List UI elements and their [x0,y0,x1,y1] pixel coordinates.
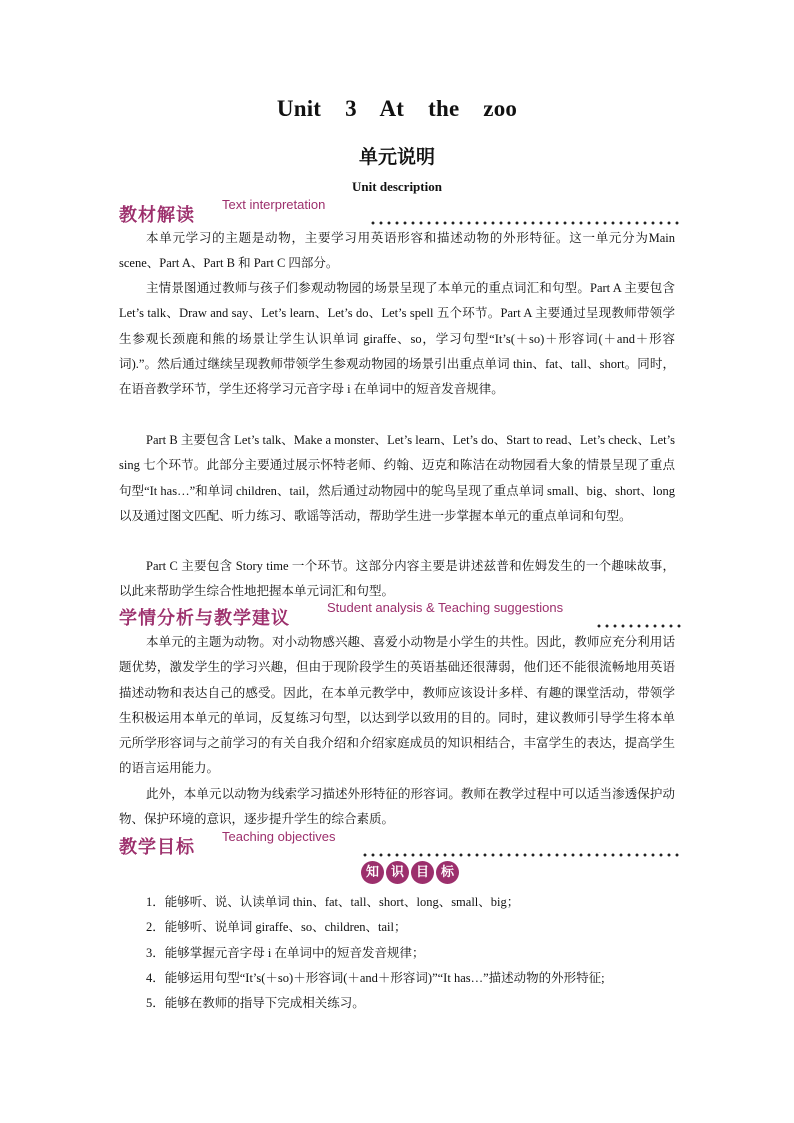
paragraph: 此外，本单元以动物为线索学习描述外形特征的形容词。教师在教学过程中可以适当渗透保护动物、保护环境的意识，逐步提升学生的综合素质。 [119,787,675,827]
paragraph: 本单元的主题为动物。对小动物感兴趣、喜爱小动物是小学生的共性。因此，教师应充分利用话题优势，激发学生的学习兴趣，但由于现阶段学生的英语基础还很薄弱，他们还不能很流畅地用英语描述动物和表达自己的感受。因此，在本单元教学中，教师应该设计多样、有趣的课堂活动，带领学生积极运用本单元的单词，反复练习句型，以达到学以致用的目的。同时，建议教师引导学生将本单元所学形容词与之前学习的有关自我介绍和介绍家庭成员的知识相结合，丰富学生的表达，提高学生的语言运用能力。 [119,635,675,776]
section-title-en: Student analysis & Teaching suggestions [327,600,564,615]
section-title-en: Teaching objectives [222,829,336,844]
badge-char: 识 [386,861,409,884]
page-title: Unit 3 At the zoo [276,96,518,121]
badge-char: 目 [411,861,434,884]
paragraph: Part C 主要包含 Story time 一个环节。这部分内容主要是讲述兹普和佐姆发生的一个趣味故事，以此来帮助学生综合性地把握本单元词汇和句型。 [119,559,675,599]
section-title-cn: 教材解读 [119,205,195,226]
section-title-cn: 教学目标 [119,837,195,858]
list-item: 2．能够听、说单词 giraffe、so、children、tail； [146,920,407,935]
dotted-divider [361,853,683,857]
section-header-text-interpretation [119,197,683,227]
paragraph: 主情景图通过教师与孩子们参观动物园的场景呈现了本单元的重点词汇和句型。Part A 主要包含 Let’s talk、Draw and say、Let’s learn、Let’s do、Let’s spell 五个环节。Part A 主要通过呈现教师带领学生参观长颈鹿和熊的场景让学生认识单词 giraffe、so，学习句型“It’s(＋so)＋形容词(＋and＋形容词).”。然后通过继续呈现教师带领学生参观动物园的场景引出重点单词 thin、fat、tall、short。同时，在语音教学环节，学生还将学习元音字母 i 在单词中的短音发音规律。 [119,281,675,397]
badge-char: 知 [361,861,384,884]
dotted-divider [595,624,683,628]
paragraph: Part B 主要包含 Let’s talk、Make a monster、Let’s learn、Let’s do、Start to read、Let’s check、Let’s sing 七个环节。此部分主要通过展示怀特老师、约翰、迈克和陈洁在动物园看大象的情景呈现了重点句型“It has…”和单词 children、tail，然后通过动物园中的鸵鸟呈现了重点单词 small、big、short、long 以及通过图文匹配、听力练习、歌谣等活动，帮助学生进一步掌握本单元的重点单词和句型。 [119,433,675,523]
dotted-divider [369,221,683,225]
section-title-cn: 学情分析与教学建议 [119,608,290,629]
objectives-list [146,890,686,1016]
list-item: 5．能够在教师的指导下完成相关练习。 [146,996,365,1011]
list-item: 3．能够掌握元音字母 i 在单词中的短音发音规律； [146,945,425,960]
list-item: 1．能够听、说、认读单词 thin、fat、tall、short、long、small、big； [146,895,520,909]
badge-char: 标 [436,861,459,884]
section-title-en: Text interpretation [222,197,326,212]
list-item: 4．能够运用句型“It’s(＋so)＋形容词(＋and＋形容词)”“It has…”描述动物的外形特征; [146,970,605,985]
unit-description-cn: 单元说明 [358,146,435,168]
section-header-teaching-objectives [119,829,683,859]
paragraph: 本单元学习的主题是动物，主要学习用英语形容和描述动物的外形特征。这一单元分为Main scene、Part A、Part B 和 Part C 四部分。 [119,231,675,271]
section-header-student-analysis [119,600,683,630]
unit-description-en: Unit description [352,179,442,194]
knowledge-objectives-badge [361,861,459,884]
